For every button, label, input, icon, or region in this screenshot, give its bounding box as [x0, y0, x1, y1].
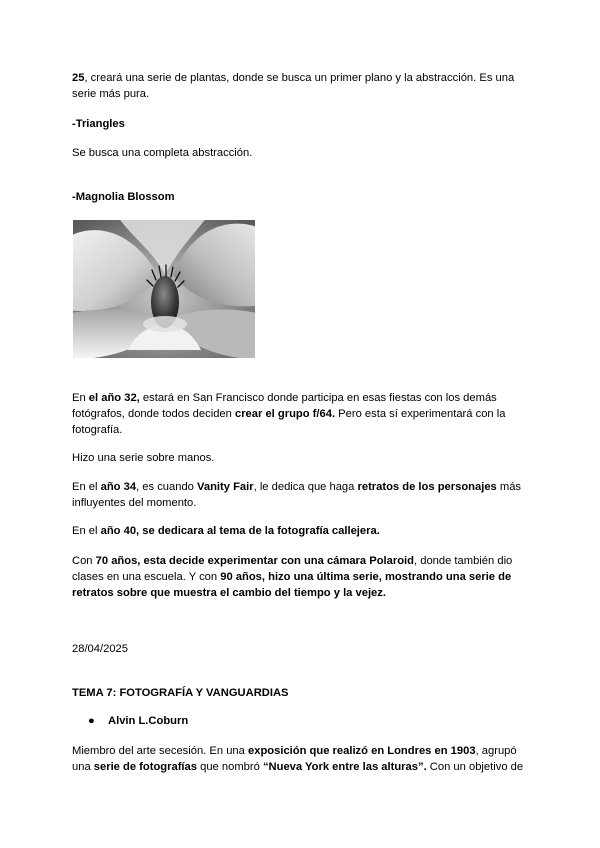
paragraph-polaroid: Con 70 años, esta decide experimentar con una cámara Polaroid, donde también dio clases en una escuela. Y con 90 años, hizo una última serie, mostrando una serie de retratos sobre que muestra el cambio del tiempo y la vejez. — [72, 555, 513, 599]
magnolia-photo — [73, 220, 255, 358]
magnolia-flower-icon — [73, 220, 255, 358]
paragraph-year-32: En el año 32, estará en San Francisco donde participa en esas fiestas con los demás fotógrafos, donde todos deciden crear el grupo f/64. Pero esta sí experimentará con la fotografía. — [72, 392, 506, 436]
section-title-tema-7: TEMA 7: FOTOGRAFÍA Y VANGUARDIAS — [72, 687, 289, 699]
paragraph-year-40: En el año 40, se dedicara al tema de la fotografía callejera. — [72, 525, 380, 537]
bullet-list-item — [88, 713, 188, 729]
paragraph-series-plants: 25, creará una serie de plantas, donde se busca un primer plano y la abstracción. Es una serie más pura. — [72, 72, 515, 100]
bullet-text: Alvin L.Coburn — [108, 715, 189, 727]
paragraph-triangles: Se busca una completa abstracción. — [72, 147, 253, 159]
heading-triangles: -Triangles — [72, 118, 125, 130]
paragraph-coburn: Miembro del arte secesión. En una exposición que realizó en Londres en 1903, agrupó una serie de fotografías que nombró “Nueva York entre las alturas”. Con un objetivo de — [72, 745, 524, 773]
paragraph-hands-series: Hizo una serie sobre manos. — [72, 452, 215, 464]
date-label: 28/04/2025 — [72, 643, 128, 655]
heading-magnolia-blossom: -Magnolia Blossom — [72, 191, 175, 203]
paragraph-year-34: En el año 34, es cuando Vanity Fair, le dedica que haga retratos de los personajes más influyentes del momento. — [72, 481, 522, 509]
bullet-icon: ● — [88, 715, 95, 727]
